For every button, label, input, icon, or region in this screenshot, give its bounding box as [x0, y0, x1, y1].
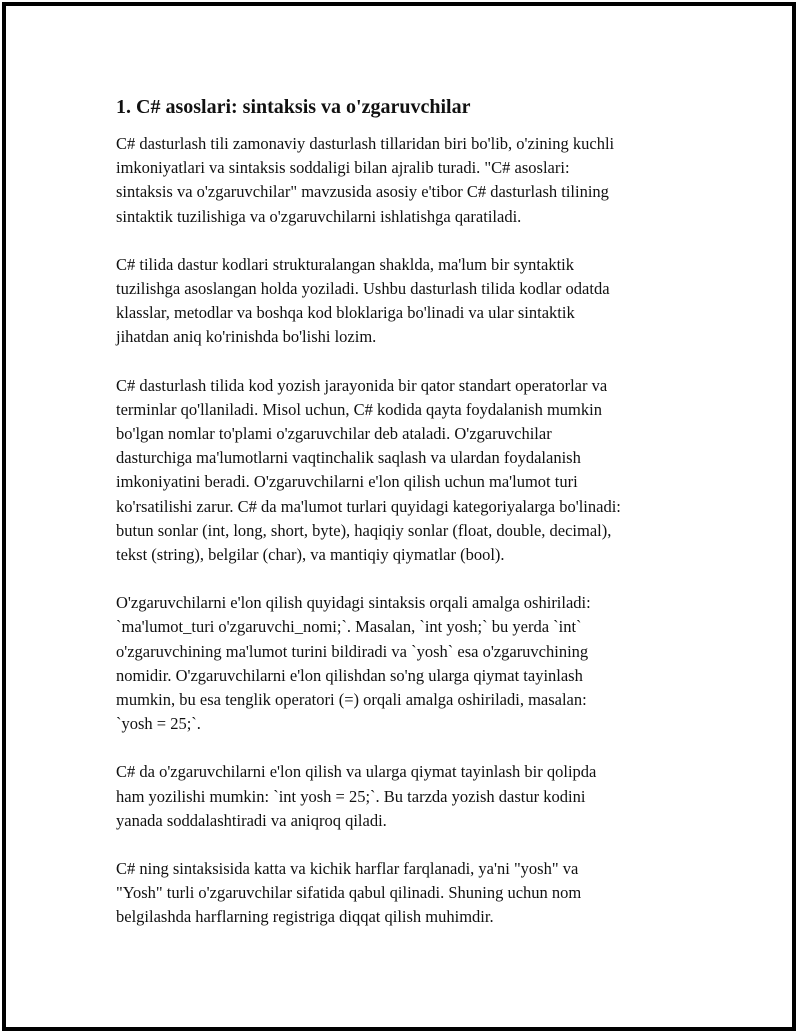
paragraph-declaration: O'zgaruvchilarni e'lon qilish quyidagi sintaksis orqali amalga oshiriladi: `ma'lumot_turi o'zgaruvchi_nomi;`. Masalan, `int yosh;` bu yerda `int` o'zgaruvchining ma'lumot turini bildiradi va `yosh` esa o'zgaruvchining nomidir. O'zgaruvchilarni e'lon qilishdan so'ng ularga qiymat tayinlash mumkin, bu esa tenglik operatori (=) orqali amalga oshiriladi, masalan: `yosh = 25;`. [116, 593, 591, 734]
paragraph-case-sensitivity: C# ning sintaksisida katta va kichik harflar farqlanadi, ya'ni "yosh" va "Yosh" turli o'zgaruvchilar sifatida qabul qilinadi. Shuning uchun nom belgilashda harflarning registriga diqqat qilish muhimdir. [116, 859, 582, 927]
document-body [116, 94, 686, 954]
paragraph-inline-assignment: C# da o'zgaruvchilarni e'lon qilish va ularga qiymat tayinlash bir qolipda ham yozilishi mumkin: `int yosh = 25;`. Bu tarzda yozish dastur kodini yanada soddalashtiradi va aniqroq qiladi. [116, 762, 597, 830]
paragraph-code-structure: C# tilida dastur kodlari strukturalangan shaklda, ma'lum bir syntaktik tuzilishga asoslangan holda yoziladi. Ushbu dasturlash tilida kodlar odatda klasslar, metodlar va boshqa kod bloklariga bo'linadi va ular sintaktik jihatdan aniq ko'rinishda bo'lishi lozim. [116, 254, 610, 347]
paragraph-variables-types: C# dasturlash tilida kod yozish jarayonida bir qator standart operatorlar va terminlar qo'llaniladi. Misol uchun, C# kodida qayta foydalanish mumkin bo'lgan nomlar to'plami o'zgaruvchilar deb ataladi. O'zgaruvchilar dasturchiga ma'lumotlarni vaqtinchalik saqlash va ulardan foydalanish imkoniyatini beradi. O'zgaruvchilarni e'lon qilish uchun ma'lumot turi ko'rsatilishi zarur. C# da ma'lumot turlari quyidagi kategoriyalarga bo'linadi: butun sonlar (int, long, short, byte), haqiqiy sonlar (float, double, decimal), tekst (string), belgilar (char), va mantiqiy qiymatlar (bool). [116, 375, 621, 565]
paragraph-intro: C# dasturlash tili zamonaviy dasturlash tillaridan biri bo'lib, o'zining kuchli imkoniyatlari va sintaksis soddaligi bilan ajralib turadi. "C# asoslari: sintaksis va o'zgaruvchilar" mavzusida asosiy e'tibor C# dasturlash tilining sintaktik tuzilishiga va o'zgaruvchilarni ishlatishga qaratiladi. [116, 134, 615, 226]
document-title: 1. C# asoslari: sintaksis va o'zgaruvchilar [116, 96, 471, 118]
